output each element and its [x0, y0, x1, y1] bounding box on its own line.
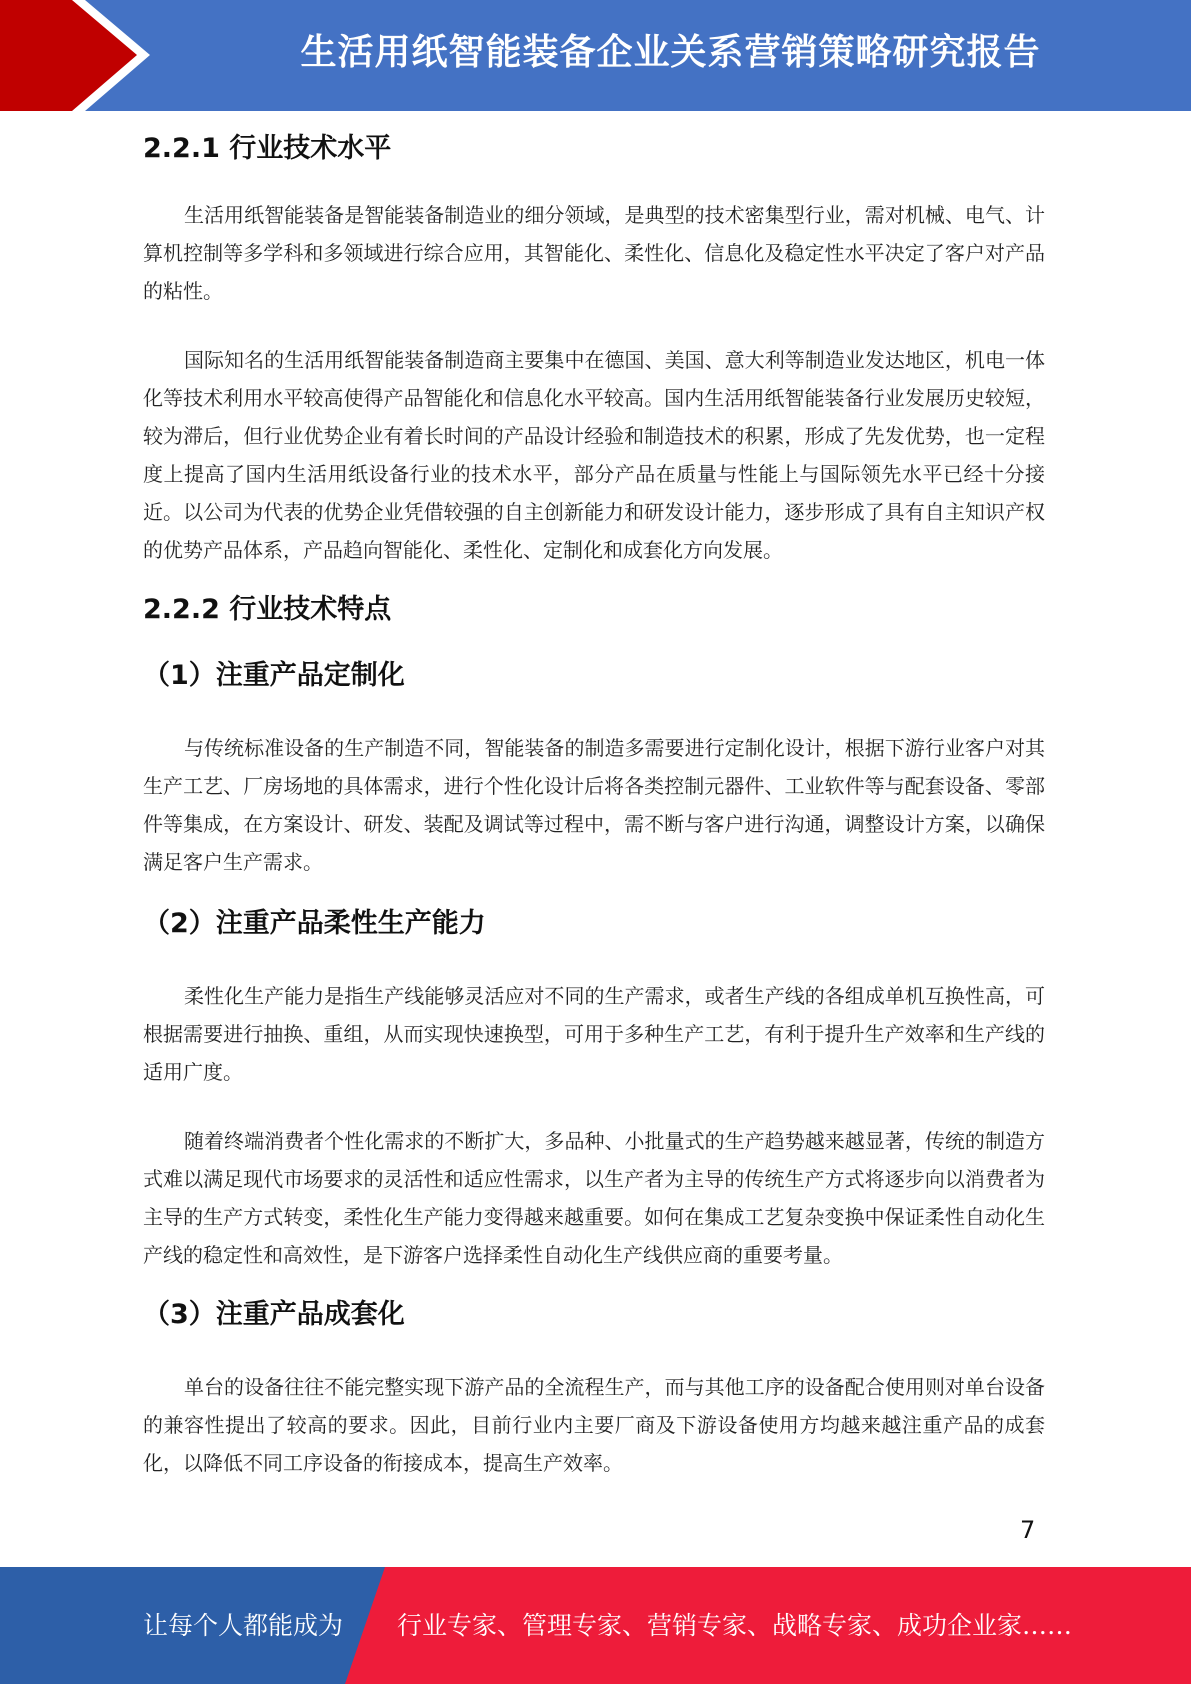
page-number: 7: [1020, 1516, 1036, 1544]
page-header: [0, 0, 1191, 111]
section-heading-2-2-2: 2.2.2 行业技术特点: [143, 594, 392, 625]
subsection-heading-3: （3）注重产品成套化: [143, 1299, 405, 1330]
document-body: [143, 128, 1045, 1482]
header-red-arrow-shape: [0, 0, 145, 111]
subsection-heading-2: （2）注重产品柔性生产能力: [143, 908, 486, 939]
paragraph: 单台的设备往往不能完整实现下游产品的全流程生产，而与其他工序的设备配合使用则对单台设备的兼容性提出了较高的要求。因此，目前行业内主要厂商及下游设备使用方均越来越注重产品的成套化，以降低不同工序设备的衔接成本，提高生产效率。: [143, 1375, 1045, 1475]
subsection-heading-1: （1）注重产品定制化: [143, 660, 405, 691]
paragraph: 生活用纸智能装备是智能装备制造业的细分领域，是典型的技术密集型行业，需对机械、电气、计算机控制等多学科和多领域进行综合应用，其智能化、柔性化、信息化及稳定性水平决定了客户对产品的粘性。: [143, 203, 1045, 303]
section-heading-2-2-1: 2.2.1 行业技术水平: [143, 133, 392, 164]
paragraph: 随着终端消费者个性化需求的不断扩大，多品种、小批量式的生产趋势越来越显著，传统的制造方式难以满足现代市场要求的灵活性和适应性需求，以生产者为主导的传统生产方式将逐步向以消费者为主导的生产方式转变，柔性化生产能力变得越来越重要。如何在集成工艺复杂变换中保证柔性自动化生产线的稳定性和高效性，是下游客户选择柔性自动化生产线供应商的重要考量。: [143, 1129, 1045, 1267]
paragraph: 与传统标准设备的生产制造不同，智能装备的制造多需要进行定制化设计，根据下游行业客户对其生产工艺、厂房场地的具体需求，进行个性化设计后将各类控制元器件、工业软件等与配套设备、零部件等集成，在方案设计、研发、装配及调试等过程中，需不断与客户进行沟通，调整设计方案，以确保满足客户生产需求。: [143, 736, 1045, 874]
page-footer: [0, 1567, 1191, 1684]
footer-slogan-left: 让每个人都能成为: [143, 1611, 344, 1640]
paragraph: 国际知名的生活用纸智能装备制造商主要集中在德国、美国、意大利等制造业发达地区，机电一体化等技术利用水平较高使得产品智能化和信息化水平较高。国内生活用纸智能装备行业发展历史较短，较为滞后，但行业优势企业有着长时间的产品设计经验和制造技术的积累，形成了先发优势，也一定程度上提高了国内生活用纸设备行业的技术水平，部分产品在质量与性能上与国际领先水平已经十分接近。以公司为代表的优势企业凭借较强的自主创新能力和研发设计能力，逐步形成了具有自主知识产权的优势产品体系，产品趋向智能化、柔性化、定制化和成套化方向发展。: [143, 348, 1045, 562]
footer-slogan-right: 行业专家、管理专家、营销专家、战略专家、成功企业家……: [397, 1611, 1073, 1640]
report-title: 生活用纸智能装备企业关系营销策略研究报告: [300, 32, 1041, 73]
paragraph: 柔性化生产能力是指生产线能够灵活应对不同的生产需求，或者生产线的各组成单机互换性高，可根据需要进行抽换、重组，从而实现快速换型，可用于多种生产工艺，有利于提升生产效率和生产线的适用广度。: [143, 984, 1045, 1084]
